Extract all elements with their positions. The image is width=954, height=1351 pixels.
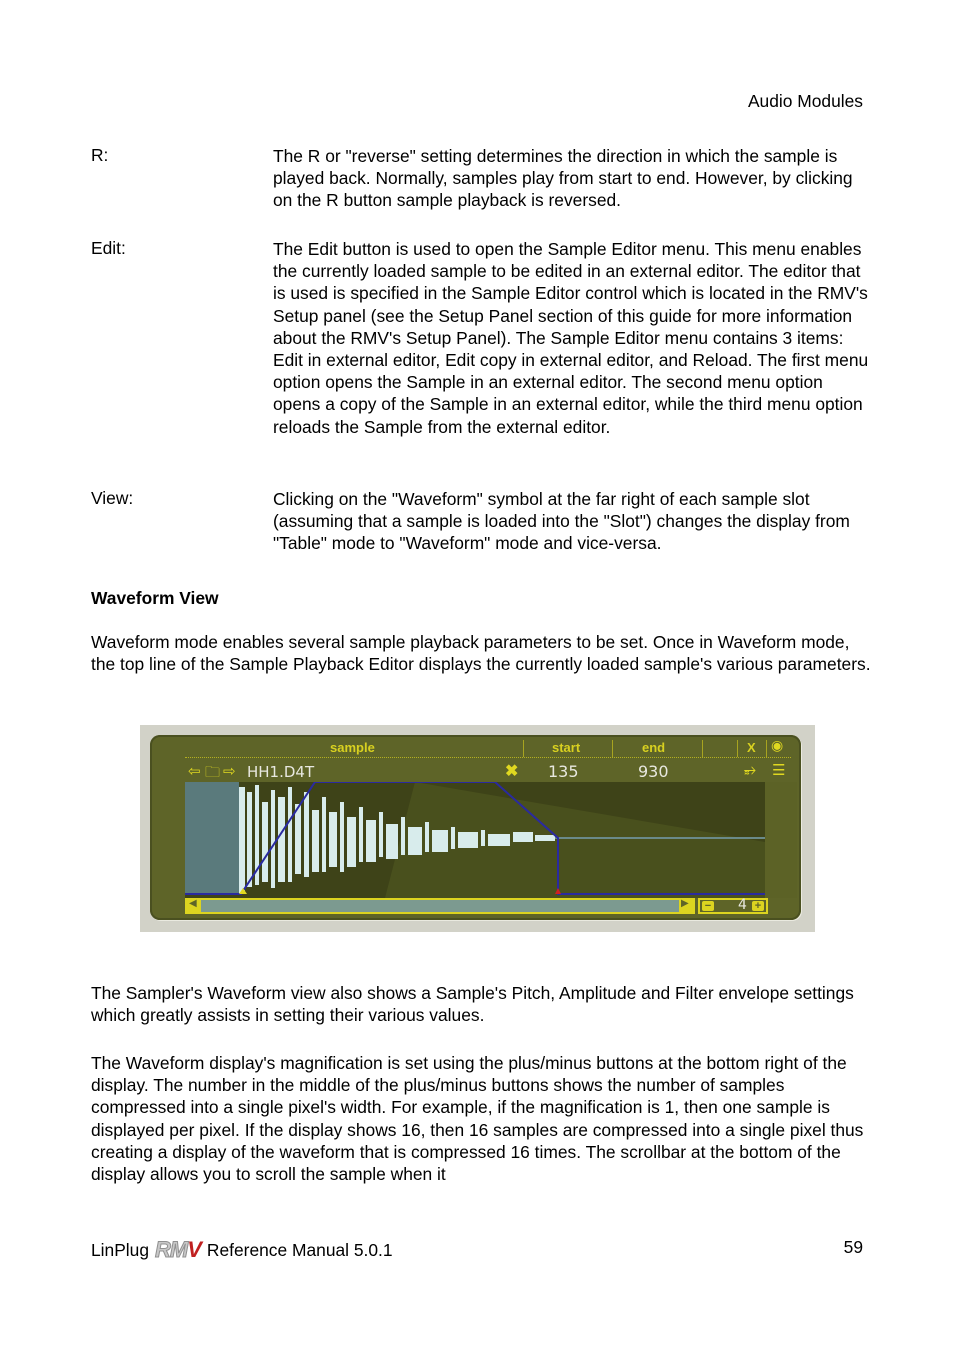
section-heading: Waveform View bbox=[91, 588, 219, 608]
waveform-display[interactable] bbox=[185, 782, 765, 898]
crossfade-icon[interactable]: ⥵ bbox=[744, 761, 757, 778]
divider bbox=[737, 740, 738, 757]
term-description: The R or "reverse" setting determines the direction in which the sample is played back. Normally, samples play from start to end. However, by clicking on the R button sample playback is reversed. bbox=[273, 146, 853, 211]
triangle-left-icon: ◀ bbox=[189, 898, 197, 909]
scroll-right-button[interactable] bbox=[679, 900, 693, 912]
waveform-panel-figure bbox=[140, 725, 815, 932]
list-icon[interactable]: ☰ bbox=[772, 762, 786, 779]
divider bbox=[523, 740, 524, 757]
term-label: View: bbox=[91, 488, 134, 508]
intro-paragraph: Waveform mode enables several sample playback parameters to be set. Once in Waveform mode, the top line of the Sample Playback Editor displays the currently loaded sample's various parameters. bbox=[91, 632, 871, 675]
waveform-scrollbar[interactable] bbox=[185, 898, 695, 914]
footer-title bbox=[91, 1237, 393, 1263]
next-arrow-icon[interactable]: ⇨ bbox=[223, 763, 236, 780]
rmv-logo: RMV bbox=[155, 1237, 201, 1262]
triangle-right-icon: ▶ bbox=[681, 898, 689, 909]
definition-view bbox=[91, 488, 866, 558]
end-value[interactable]: 930 bbox=[638, 762, 669, 781]
column-end: end bbox=[642, 740, 666, 755]
definition-edit bbox=[91, 238, 869, 463]
term-description: Clicking on the "Waveform" symbol at the far right of each sample slot (assuming that a sample is loaded into the "Slot") changes the display from "Table" mode to "Waveform" mode and vice-versa. bbox=[273, 489, 850, 554]
term-label: Edit: bbox=[91, 238, 126, 258]
paragraph: The Waveform display's magnification is set using the plus/minus buttons at the bottom right of the display. The number in the middle of the plus/minus buttons shows the number of samples compressed into a single pixel's width. For example, if the magnification is 1, then one sample is displayed per pixel. If the display shows 16, then 16 samples are compressed into a single pixel thus creating a display of the waveform that is compressed 16 times. The scrollbar at the bottom of the display allows you to scroll the sample when it bbox=[91, 1053, 864, 1185]
header-underline bbox=[185, 757, 791, 758]
scroll-left-button[interactable] bbox=[187, 900, 201, 912]
running-header: Audio Modules bbox=[747, 91, 863, 111]
prev-arrow-icon[interactable]: ⇦ bbox=[188, 763, 201, 780]
divider bbox=[766, 740, 767, 757]
column-sample: sample bbox=[330, 740, 375, 755]
page-number: 59 bbox=[843, 1237, 863, 1257]
magnification-control bbox=[698, 898, 768, 914]
footer-brand: LinPlug bbox=[91, 1239, 150, 1260]
zoom-minus-button[interactable]: − bbox=[702, 901, 714, 911]
sample-name[interactable]: HH1.D4T bbox=[247, 763, 315, 781]
divider bbox=[702, 740, 703, 757]
footer-manual-title: Reference Manual 5.0.1 bbox=[206, 1239, 393, 1260]
column-x: X bbox=[747, 740, 756, 755]
waveform-graphic bbox=[185, 782, 765, 898]
paragraph: The Sampler's Waveform view also shows a Sample's Pitch, Amplitude and Filter envelope settings which greatly assists in setting their various values. bbox=[91, 983, 854, 1026]
column-start: start bbox=[552, 740, 581, 755]
eye-icon[interactable]: ◉ bbox=[771, 737, 784, 753]
start-value[interactable]: 135 bbox=[548, 762, 579, 781]
folder-icon[interactable]: 🗀 bbox=[205, 764, 221, 781]
definition-r bbox=[91, 145, 866, 215]
term-label: R: bbox=[91, 145, 109, 165]
sample-playback-editor bbox=[150, 735, 801, 920]
term-description: The Edit button is used to open the Sample Editor menu. This menu enables the currently loaded sample to be edited in an external editor. The editor that is used is specified in the Sample Editor control which is located in the RMV's Setup panel (see the Setup Panel section of this guide for more information about the RMV's Setup Panel). The Sample Editor menu contains 3 items: Edit in external editor, Edit copy in external editor, and Reload. The first menu option opens the Sample in an external editor. The second menu option opens a copy of the Sample in an external editor, while the third menu option reloads the Sample from the external editor. bbox=[273, 239, 869, 437]
divider bbox=[612, 740, 613, 757]
zoom-value: 4 bbox=[738, 897, 747, 913]
zoom-plus-button[interactable]: + bbox=[752, 901, 764, 911]
delete-x-icon[interactable]: ✖ bbox=[505, 763, 519, 780]
waveform-side-column bbox=[765, 782, 797, 898]
